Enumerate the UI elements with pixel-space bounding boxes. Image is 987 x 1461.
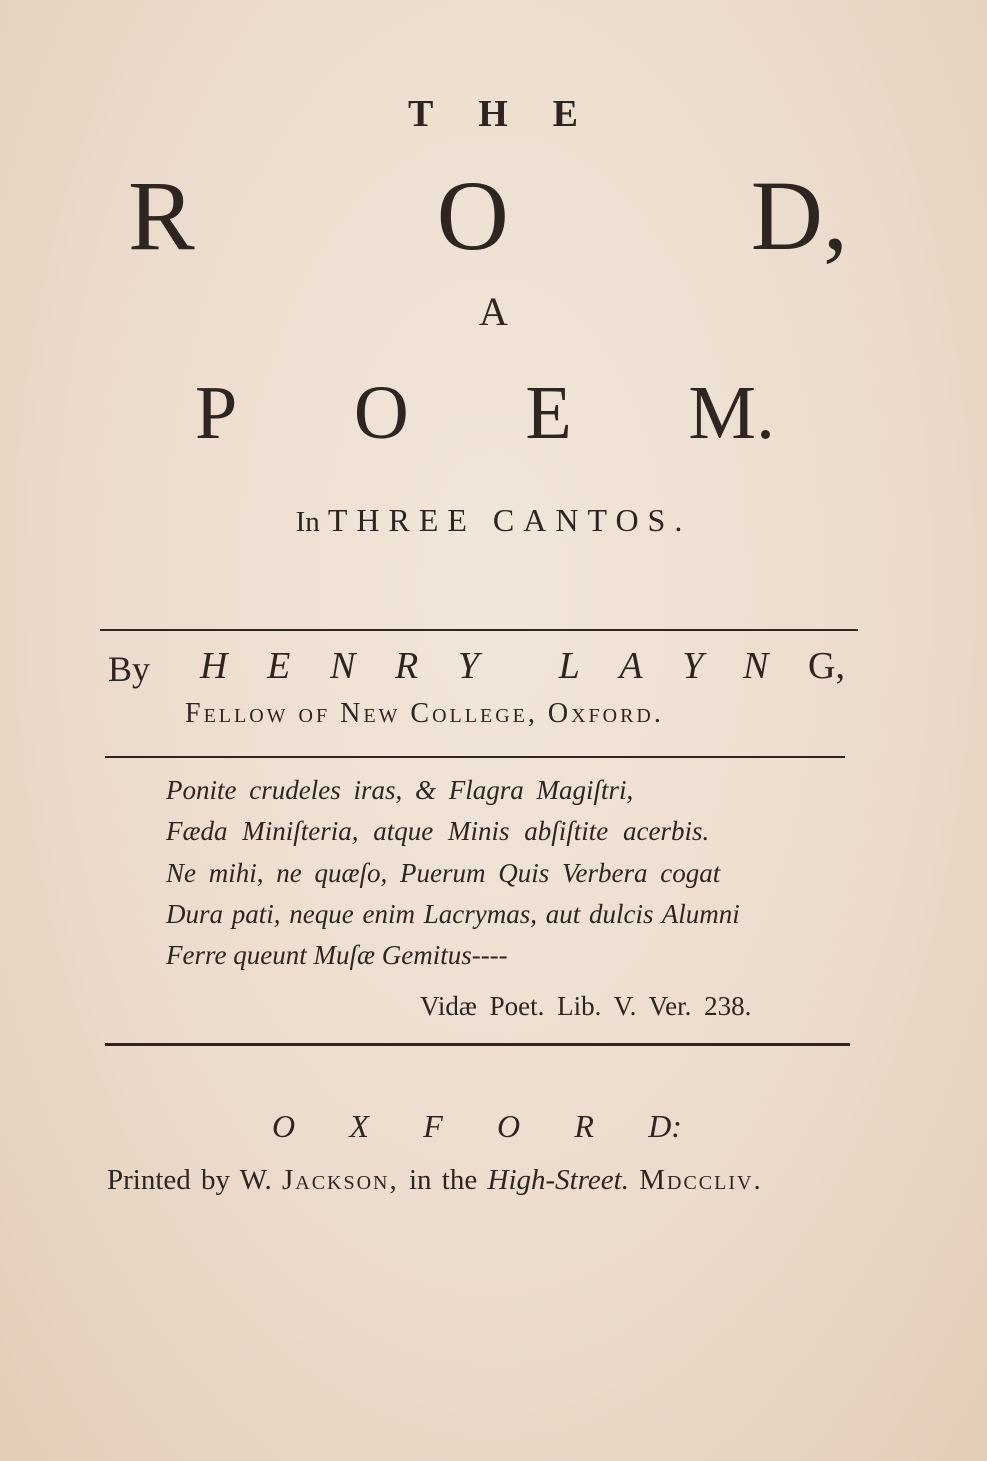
title-letter: H xyxy=(478,93,508,135)
title-letter: O xyxy=(353,371,409,455)
author-name xyxy=(200,644,845,688)
name-letter: L xyxy=(558,645,580,687)
subtitle-prefix: In xyxy=(295,506,320,538)
name-letter: A xyxy=(619,645,643,687)
epigraph-line: Ne mihi, ne quæſo, Puerum Quis Verbera cogat xyxy=(166,858,721,888)
title-letter: D, xyxy=(750,160,848,271)
place-letter: O xyxy=(497,1108,521,1144)
name-letter: E xyxy=(267,645,291,687)
place-letter: X xyxy=(349,1108,369,1144)
imprint-street: High-Street. xyxy=(487,1164,629,1196)
rule-top xyxy=(100,629,858,631)
imprint-printer: Jackson, xyxy=(281,1164,399,1196)
epigraph-line: Fæda Miniſteria, atque Minis abſiſtite acerbis. xyxy=(166,816,710,846)
imprint-year: Mdccliv. xyxy=(639,1164,763,1196)
name-letter: G, xyxy=(808,645,845,687)
title-the xyxy=(408,92,578,136)
place-letter: O xyxy=(272,1108,296,1144)
epigraph-line: Dura pati, neque enim Lacrymas, aut dulcis Alumni xyxy=(166,899,740,929)
title-letter: M. xyxy=(688,371,775,455)
name-letter: R xyxy=(394,645,419,687)
author-by: By xyxy=(108,649,151,689)
rule-bottom xyxy=(105,1043,850,1046)
title-poem xyxy=(195,370,775,457)
name-letter: Y xyxy=(457,645,479,687)
name-letter: Y xyxy=(682,645,704,687)
title-letter: T xyxy=(408,93,434,135)
rule-middle xyxy=(105,756,845,758)
subtitle xyxy=(0,502,987,539)
epigraph-citation: Vidæ Poet. Lib. V. Ver. 238. xyxy=(420,991,752,1021)
imprint-in-the: in the xyxy=(409,1164,478,1196)
title-letter: E xyxy=(525,371,572,455)
epigraph-line: Ferre queunt Muſæ Gemitus---- xyxy=(166,940,508,970)
title-a: A xyxy=(479,289,508,334)
name-letter: N xyxy=(743,645,769,687)
title-letter: E xyxy=(552,93,578,135)
place-letter: R xyxy=(574,1108,594,1144)
imprint-printed-by: Printed by W. xyxy=(107,1164,272,1196)
title-letter: R xyxy=(128,160,195,271)
author-affiliation: Fellow of New College, Oxford. xyxy=(185,698,664,729)
place-letter: F xyxy=(423,1108,443,1144)
title-letter: P xyxy=(195,371,238,455)
place-letter: D: xyxy=(648,1108,682,1144)
name-letter: N xyxy=(329,645,356,687)
title-letter: O xyxy=(436,160,509,271)
imprint-place xyxy=(272,1108,682,1145)
title-rod xyxy=(128,158,848,273)
epigraph-line: Ponite crudeles iras, & Flagra Magiſtri, xyxy=(166,775,634,805)
subtitle-text: THREE CANTOS. xyxy=(327,502,692,538)
imprint-line xyxy=(107,1164,763,1197)
name-letter: H xyxy=(200,645,228,687)
